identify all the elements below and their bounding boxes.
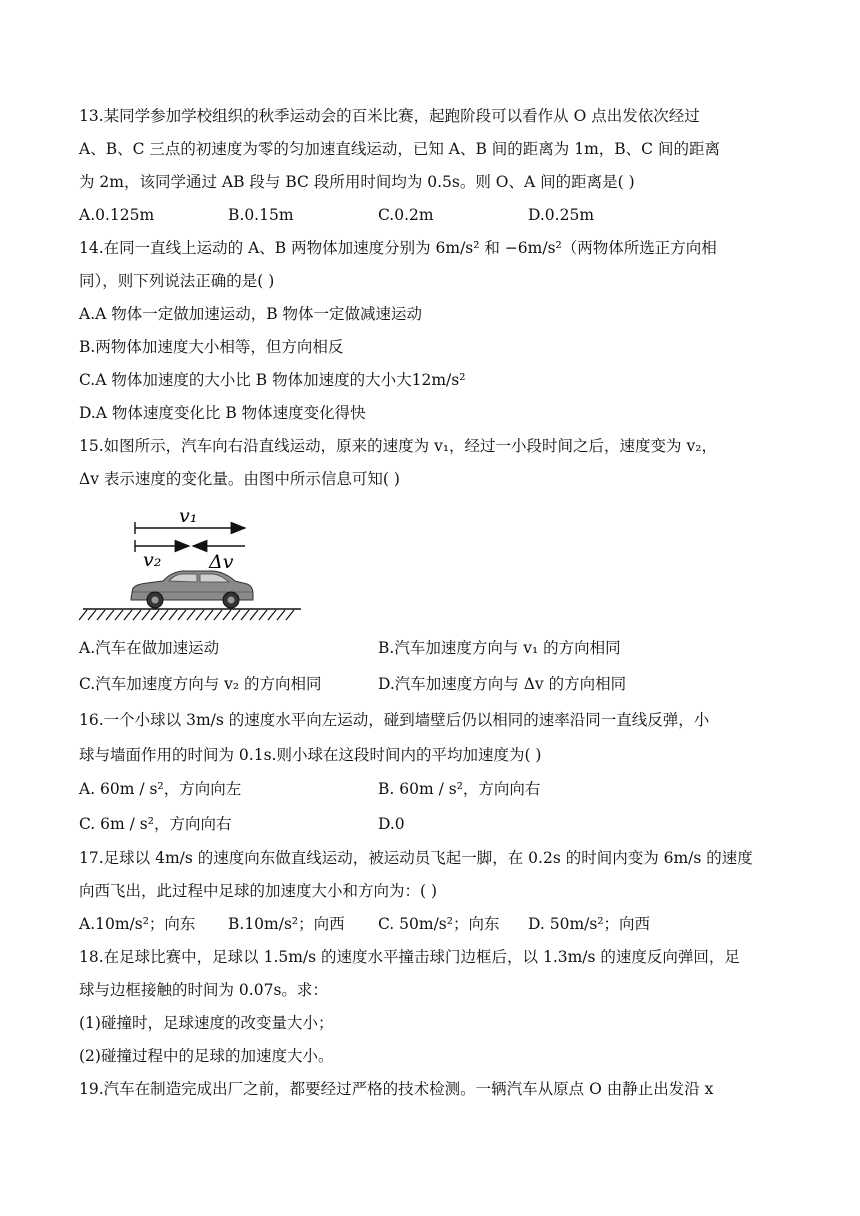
car-velocity-figure <box>79 502 309 624</box>
q15-option-b: B.汽车加速度方向与 v₁ 的方向相同 <box>378 639 621 657</box>
q13-option-a: A.0.125m <box>79 206 155 224</box>
q14-option-d: D.A 物体速度变化比 B 物体速度变化得快 <box>79 404 366 422</box>
q18-part1: (1)碰撞时，足球速度的改变量大小； <box>79 1014 334 1032</box>
q14-line1: 14.在同一直线上运动的 A、B 两物体加速度分别为 6m/s² 和 −6m/s²（两物体所选正方向相 <box>79 239 717 257</box>
q16-option-d: D.0 <box>378 815 405 833</box>
q13-line1: 13.某同学参加学校组织的秋季运动会的百米比赛，起跑阶段可以看作从 O 点出发依次经过 <box>79 107 700 125</box>
delta-v-label: Δv <box>209 551 234 573</box>
q16-option-b: B. 60m / s²，方向向右 <box>378 780 541 798</box>
q18-line2: 球与边框接触的时间为 0.07s。求： <box>79 981 328 999</box>
car-icon <box>131 571 253 608</box>
q13-option-c: C.0.2m <box>378 206 434 224</box>
q17-option-d: D. 50m/s²；向西 <box>528 915 651 933</box>
q14-option-c: C.A 物体加速度的大小比 B 物体加速度的大小大12m/s² <box>79 371 466 389</box>
q17-option-a: A.10m/s²；向东 <box>79 915 196 933</box>
q16-option-c: C. 6m / s²，方向向右 <box>79 815 232 833</box>
ground-hatching <box>79 610 294 620</box>
q13-line2: A、B、C 三点的初速度为零的匀加速直线运动，已知 A、B 间的距离为 1m，B、C 间的距离 <box>79 140 720 158</box>
q13-option-b: B.0.15m <box>228 206 294 224</box>
q15-option-c: C.汽车加速度方向与 v₂ 的方向相同 <box>79 675 322 693</box>
q17-line1: 17.足球以 4m/s 的速度向东做直线运动，被运动员飞起一脚，在 0.2s 的时间内变为 6m/s 的速度 <box>79 849 753 867</box>
q18-line1: 18.在足球比赛中，足球以 1.5m/s 的速度水平撞击球门边框后，以 1.3m/s 的速度反向弹回，足 <box>79 948 740 966</box>
q18-part2: (2)碰撞过程中的足球的加速度大小。 <box>79 1047 334 1065</box>
car-velocity-diagram <box>79 502 309 624</box>
q15-line2: Δv 表示速度的变化量。由图中所示信息可知( ) <box>79 470 400 488</box>
q14-option-a: A.A 物体一定做加速运动，B 物体一定做减速运动 <box>79 305 423 323</box>
q15-option-a: A.汽车在做加速运动 <box>79 639 220 657</box>
q14-option-b: B.两物体加速度大小相等，但方向相反 <box>79 338 344 356</box>
q17-option-b: B.10m/s²；向西 <box>228 915 345 933</box>
q16-option-a: A. 60m / s²，方向向左 <box>79 780 242 798</box>
q13-line3: 为 2m，该同学通过 AB 段与 BC 段所用时间均为 0.5s。则 O、A 间的距离是( ) <box>79 173 635 191</box>
q17-option-c: C. 50m/s²；向东 <box>378 915 500 933</box>
q14-line2: 同），则下列说法正确的是( ) <box>79 272 275 290</box>
q16-line2: 球与墙面作用的时间为 0.1s.则小球在这段时间内的平均加速度为( ) <box>79 746 542 764</box>
q15-line1: 15.如图所示，汽车向右沿直线运动，原来的速度为 v₁，经过一小段时间之后，速度变为 v₂， <box>79 437 717 455</box>
q16-line1: 16.一个小球以 3m/s 的速度水平向左运动，碰到墙壁后仍以相同的速率沿同一直线反弹，小 <box>79 711 710 729</box>
q19-line1: 19.汽车在制造完成出厂之前，都要经过严格的技术检测。一辆汽车从原点 O 由静止出发沿 x <box>79 1080 714 1098</box>
q15-option-d: D.汽车加速度方向与 Δv 的方向相同 <box>378 675 627 693</box>
q17-line2: 向西飞出，此过程中足球的加速度大小和方向为：( ) <box>79 882 438 900</box>
v2-label: v₂ <box>143 549 162 571</box>
q13-option-d: D.0.25m <box>528 206 595 224</box>
v1-label: v₁ <box>179 505 198 527</box>
